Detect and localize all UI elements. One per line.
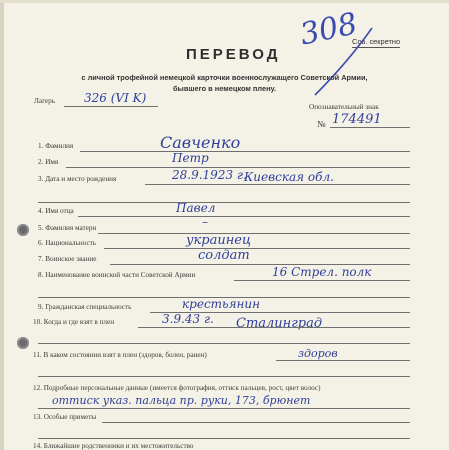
field-underline [102,422,410,423]
id-value: 174491 [332,112,382,127]
field-label-father: 4. Имя отца [38,207,74,215]
field-underline [98,233,410,234]
field-underline [145,184,410,185]
field-value-condition: здоров [298,347,338,360]
secret-stamp: Сов. секретно [352,37,401,46]
field-label-details: 12. Подробные персональные данные (имеется фотография, оттиск пальцев, рост, цвет волос) [33,384,321,392]
field-value-details: оттиск указ. пальца пр. руки, 173, брюнет [52,394,311,407]
field-label-profession: 9. Гражданская специальность [38,303,132,311]
id-underline [330,127,410,128]
camp-label: Лагерь [34,97,55,105]
field-value-name: Петр [172,151,209,165]
field-underline [104,248,410,249]
field-label-name: 2. Имя [38,158,59,166]
field-underline-extra [38,438,410,439]
field-underline [80,151,410,152]
camp-value: 326 (VI K) [84,91,147,105]
field-label-birth: 3. Дата и место рождения [38,175,117,183]
field-value-captured-place: Сталинград [236,316,323,331]
subtitle-line-2: бывшего в немецком плену. [172,84,277,93]
field-value-unit: 16 Стрел. полк [272,265,372,279]
field-value-mother: – [202,215,208,229]
subtitle-line-1: с личной трофейной немецкой карточки военнослужащего Советской Армии, [81,73,368,82]
field-value-rank: солдат [198,248,250,263]
handwritten-number: 308 [296,6,361,53]
field-value-father: Павел [176,201,216,215]
field-underline [138,327,410,328]
field-value-profession: крестьянин [182,297,261,311]
field-value-birth-place: Киевская обл. [244,170,334,184]
field-label-rank: 7. Воинское звание [38,255,97,263]
field-underline [276,360,410,361]
id-label: Опознавательный знак [309,103,379,111]
page-title: ПЕРЕВОД [186,46,281,63]
field-underline [38,408,410,409]
field-underline [234,280,410,281]
field-underline-extra [38,376,410,377]
field-label-condition: 11. В каком состоянии взят в плен (здоров, болен, ранен) [33,351,207,359]
field-value-surname: Савченко [160,133,241,152]
field-label-captured: 10. Когда и где взят в плен [33,318,115,326]
field-underline [78,216,410,217]
field-underline-extra [38,202,410,203]
field-label-nationality: 6. Национальность [38,239,97,247]
camp-underline [64,106,158,107]
field-label-features: 13. Особые приметы [33,413,97,421]
field-value-nationality: украинец [186,233,252,248]
field-underline-extra [38,343,410,344]
field-value-birth-date: 28.9.1923 г. [172,168,247,182]
field-label-relatives: 14. Ближайшие родственники и их местожительство [33,442,194,450]
field-label-mother: 5. Фамилия матери [38,224,97,232]
field-value-captured-date: 3.9.43 г. [162,312,214,326]
id-prefix: № [317,119,326,129]
field-label-unit: 8. Наименование воинской части Советской Армии [38,271,196,279]
field-label-surname: 1. Фамилия [38,142,74,150]
